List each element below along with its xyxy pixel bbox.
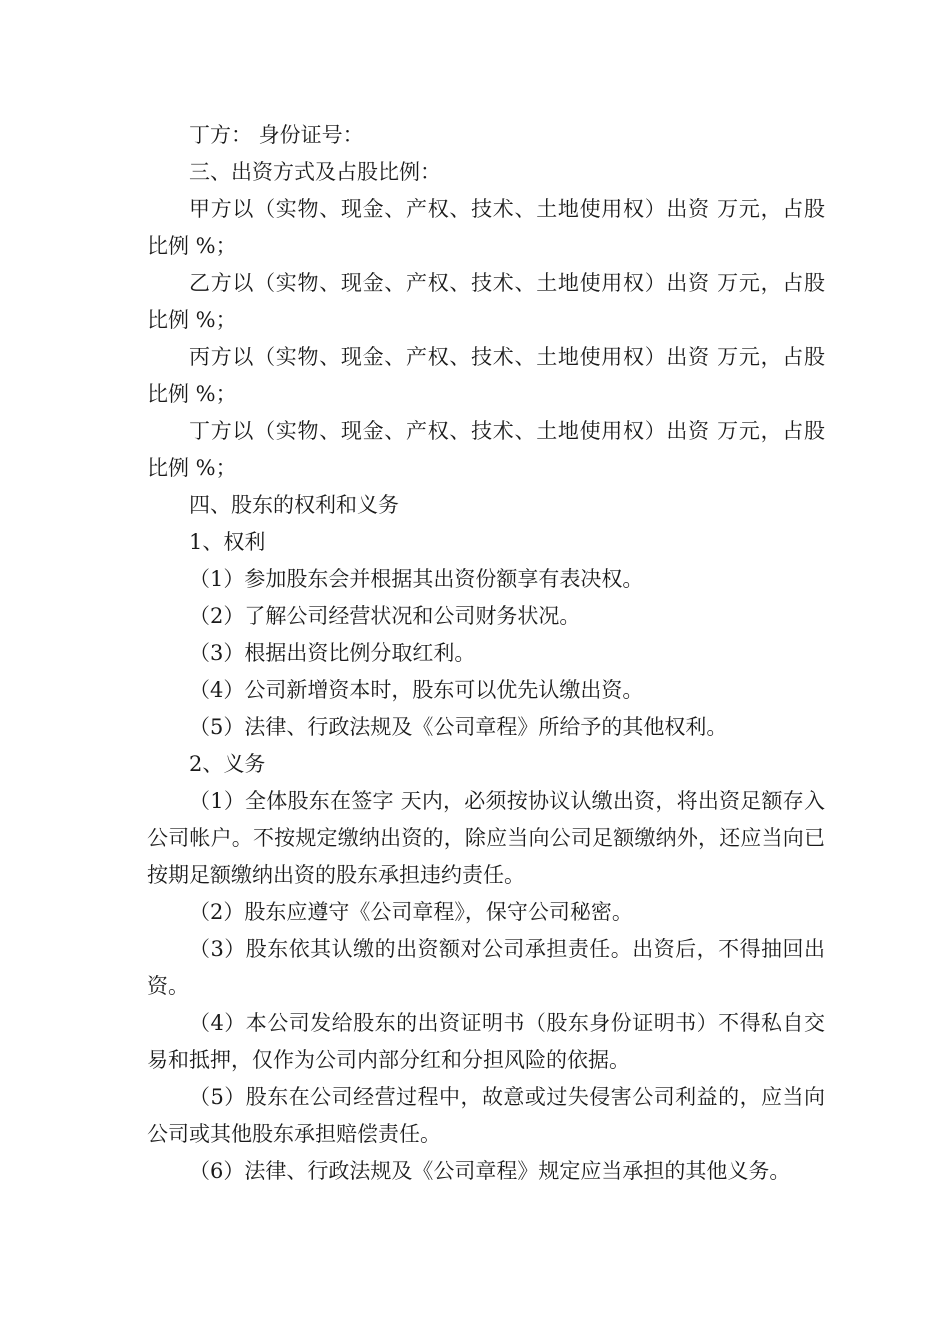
obligations-item-5: （5）股东在公司经营过程中，故意或过失侵害公司利益的，应当向公司或其他股东承担赔偿责任。 — [147, 1085, 825, 1146]
rights-item-1: （1）参加股东会并根据其出资份额享有表决权。 — [189, 567, 644, 591]
obligations-item-6: （6）法律、行政法规及《公司章程》规定应当承担的其他义务。 — [189, 1159, 791, 1183]
obligations-item-4: （4）本公司发给股东的出资证明书（股东身份证明书）不得私自交易和抵押，仅作为公司内部分红和分担风险的依据。 — [147, 1011, 825, 1072]
section-four-heading: 四、股东的权利和义务 — [189, 493, 399, 517]
obligations-item-3: （3）股东依其认缴的出资额对公司承担责任。出资后，不得抽回出资。 — [147, 937, 825, 998]
party-b-contribution: 乙方以（实物、现金、产权、技术、土地使用权）出资 万元，占股比例 %； — [147, 271, 825, 332]
obligations-item-1: （1）全体股东在签字 天内，必须按协议认缴出资，将出资足额存入公司帐户。不按规定缴纳出资的，除应当向公司足额缴纳外，还应当向已按期足额缴纳出资的股东承担违约责任。 — [147, 789, 825, 887]
party-a-contribution: 甲方以（实物、现金、产权、技术、土地使用权）出资 万元，占股比例 %； — [147, 197, 825, 258]
party-d-contribution: 丁方以（实物、现金、产权、技术、土地使用权）出资 万元，占股比例 %； — [147, 419, 825, 480]
obligations-heading: 2、义务 — [189, 752, 266, 776]
party-d-id-line: 丁方： 身份证号： — [189, 123, 364, 147]
rights-item-2: （2）了解公司经营状况和公司财务状况。 — [189, 604, 581, 628]
rights-item-5: （5）法律、行政法规及《公司章程》所给予的其他权利。 — [189, 715, 728, 739]
rights-item-3: （3）根据出资比例分取红利。 — [189, 641, 476, 665]
section-three-heading: 三、出资方式及占股比例： — [189, 160, 441, 184]
rights-heading: 1、权利 — [189, 530, 266, 554]
party-c-contribution: 丙方以（实物、现金、产权、技术、土地使用权）出资 万元，占股比例 %； — [147, 345, 825, 406]
obligations-item-2: （2）股东应遵守《公司章程》，保守公司秘密。 — [189, 900, 633, 924]
rights-item-4: （4）公司新增资本时，股东可以优先认缴出资。 — [189, 678, 644, 702]
document-body — [147, 117, 825, 1190]
